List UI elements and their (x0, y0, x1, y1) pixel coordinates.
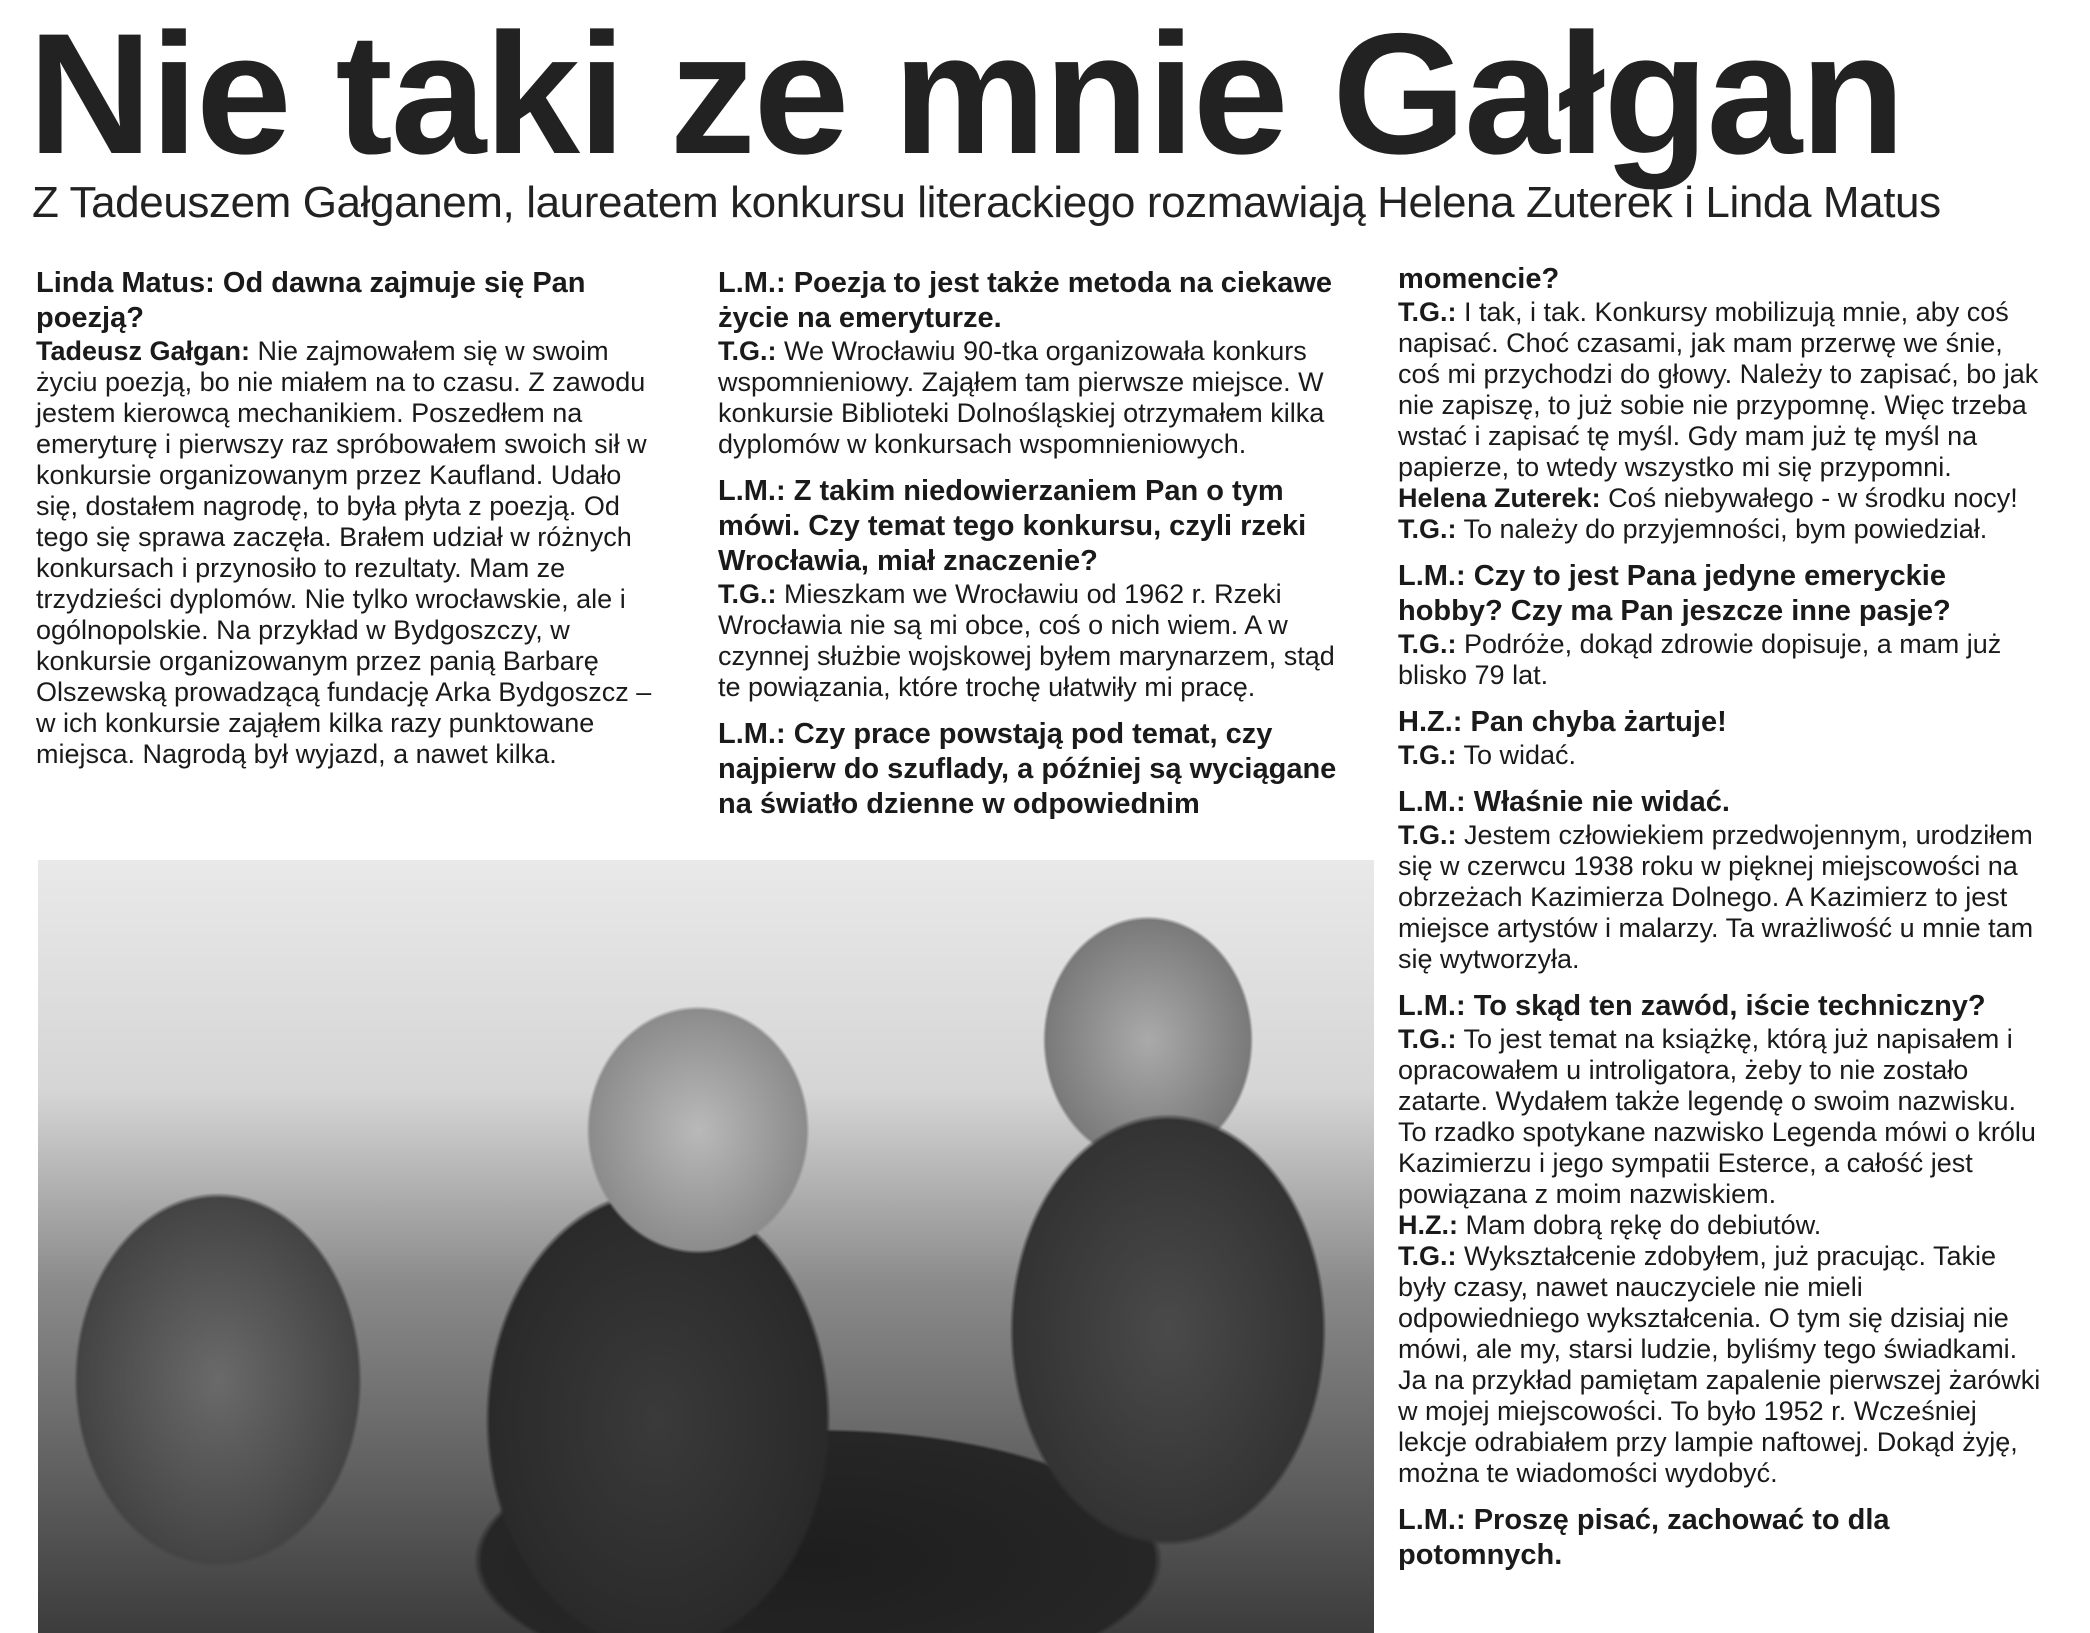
interview-answer (1398, 1241, 2048, 1489)
interview-answer (1398, 483, 2048, 514)
utterance-text: Czy prace powstają pod temat, czy najpierw do szuflady, a później są wyciągane na światło dzienne w odpowiednim (718, 718, 1337, 820)
speaker-name: T.G.: (1398, 1024, 1457, 1054)
interview-question (1398, 705, 2048, 740)
utterance-text: Coś niebywałego - w środku nocy! (1600, 483, 2018, 513)
interview-question (718, 717, 1346, 822)
speaker-name: L.M.: (1398, 560, 1466, 592)
interview-question (1398, 559, 2048, 629)
article-column-1 (36, 266, 658, 770)
interview-question (36, 266, 658, 336)
speaker-name: T.G.: (1398, 820, 1457, 850)
interview-answer (1398, 297, 2048, 483)
speaker-name: Linda Matus: (36, 267, 215, 299)
utterance-text: Poezja to jest także metoda na ciekawe życie na emeryturze. (718, 267, 1333, 334)
interview-answer (718, 579, 1346, 703)
utterance-text: Jestem człowiekiem przedwojennym, urodziłem się w czerwcu 1938 roku w pięknej miejscowości na obrzeżach Kazimierza Dolnego. A Kazimierz to jest miejsce artystów i malarzy. Ta wrażliwość u mnie tam się wytworzyła. (1398, 820, 2034, 974)
speaker-name: H.Z.: (1398, 1210, 1458, 1240)
speaker-name: T.G.: (1398, 297, 1457, 327)
utterance-text: To skąd ten zawód, iście techniczny? (1465, 990, 1986, 1022)
speaker-name: T.G.: (1398, 740, 1457, 770)
speaker-name: Tadeusz Gałgan: (36, 336, 251, 366)
interview-answer (1398, 1024, 2048, 1210)
utterance-text: Podróże, dokąd zdrowie dopisuje, a mam już blisko 79 lat. (1398, 629, 2002, 690)
utterance-text: Właśnie nie widać. (1465, 786, 1730, 818)
interview-answer (1398, 1210, 2048, 1241)
interview-answer (1398, 740, 2048, 771)
interview-photo (38, 860, 1374, 1633)
speaker-name: T.G.: (1398, 629, 1457, 659)
speaker-name: H.Z.: (1398, 706, 1463, 738)
article-column-3 (1398, 262, 2048, 1573)
speaker-name: L.M.: (1398, 786, 1466, 818)
utterance-text: To jest temat na książkę, którą już napisałem i opracowałem u introligatora, żeby to nie zostało zatarte. Wydałem także legendę o swoim nazwisku. To rzadko spotykane nazwisko Legenda mówi o królu Kazimierzu i jego sympatii Esterce, a całość jest powiązana z moim nazwiskiem. (1398, 1024, 2036, 1209)
speaker-name: L.M.: (718, 718, 786, 750)
interview-question (1398, 262, 2048, 297)
utterance-text: To należy do przyjemności, bym powiedział. (1456, 514, 1988, 544)
utterance-text: To widać. (1456, 740, 1577, 770)
interview-answer (1398, 629, 2048, 691)
speaker-name: T.G.: (718, 579, 777, 609)
interview-question (1398, 785, 2048, 820)
utterance-text: Mam dobrą rękę do debiutów. (1458, 1210, 1822, 1240)
article-column-2 (718, 266, 1346, 822)
utterance-text: Proszę pisać, zachować to dla potomnych. (1398, 1504, 1890, 1571)
utterance-text: Nie zajmowałem się w swoim życiu poezją, bo nie miałem na to czasu. Z zawodu jestem kierowcą mechanikiem. Poszedłem na emeryturę i pierwszy raz spróbowałem swoich sił w konkursie organizowanym przez Kaufland. Udało się, dostałem nagrodę, to była płyta z poezją. Od tego się sprawa zaczęła. Brałem udział w różnych konkursach i przynosiło to rezultaty. Mam ze trzydzieści dyplomów. Nie tylko wrocławskie, ale i ogólnopolskie. Na przykład w Bydgoszczy, w konkursie organizowanym przez panią Barbarę Olszewską prowadzącą fundację Arka Bydgoszcz – w ich konkursie zająłem kilka razy punktowane miejsca. Nagrodą był wyjazd, a nawet kilka. (36, 336, 652, 769)
utterance-text: Wykształcenie zdobyłem, już pracując. Takie były czasy, nawet nauczyciele nie mieli odpowiedniego wykształcenia. O tym się dzisiaj nie mówi, ale my, starsi ludzie, byliśmy tego świadkami. Ja na przykład pamiętam zapalenie pierwszej żarówki w mojej miejscowości. To było 1952 r. Wcześniej lekcje odrabiałem przy lampie naftowej. Dokąd żyję, można te wiadomości wydobyć. (1398, 1241, 2041, 1488)
interview-answer (36, 336, 658, 770)
utterance-text: Z takim niedowierzaniem Pan o tym mówi. Czy temat tego konkursu, czyli rzeki Wrocławia, miał znaczenie? (718, 475, 1307, 577)
speaker-name: L.M.: (1398, 1504, 1466, 1536)
speaker-name: L.M.: (718, 475, 786, 507)
utterance-text: We Wrocławiu 90-tka organizowała konkurs wspomnieniowy. Zająłem tam pierwsze miejsce. W konkursie Biblioteki Dolnośląskiej otrzymałem kilka dyplomów w konkursach wspomnieniowych. (718, 336, 1325, 459)
speaker-name: L.M.: (1398, 990, 1466, 1022)
utterance-text: Od dawna zajmuje się Pan poezją? (36, 267, 586, 334)
speaker-name: L.M.: (718, 267, 786, 299)
interview-answer (718, 336, 1346, 460)
interview-answer (1398, 820, 2048, 975)
interview-question (1398, 989, 2048, 1024)
speaker-name: Helena Zuterek: (1398, 483, 1601, 513)
interview-question (1398, 1503, 2048, 1573)
interview-question (718, 266, 1346, 336)
speaker-name: T.G.: (718, 336, 777, 366)
utterance-text: I tak, i tak. Konkursy mobilizują mnie, aby coś napisać. Choć czasami, jak mam przerwę we śnie, coś mi przychodzi do głowy. Należy to zapisać, bo jak nie zapiszę, to już sobie nie przypomnę. Więc trzeba wstać i zapisać tę myśl. Gdy mam już tę myśl na papierze, to wtedy wszystko mi się przypomni. (1398, 297, 2039, 482)
speaker-name: T.G.: (1398, 514, 1457, 544)
utterance-text: momencie? (1398, 263, 1560, 295)
interview-answer (1398, 514, 2048, 545)
utterance-text: Mieszkam we Wrocławiu od 1962 r. Rzeki Wrocławia nie są mi obce, coś o nich wiem. A w czynnej służbie wojskowej byłem marynarzem, stąd te powiązania, które trochę ułatwiły mi pracę. (718, 579, 1335, 702)
headline: Nie taki ze mnie Gałgan (28, 0, 1904, 190)
interview-question (718, 474, 1346, 579)
utterance-text: Pan chyba żartuje! (1462, 706, 1727, 738)
subtitle: Z Tadeuszem Gałganem, laureatem konkursu literackiego rozmawiają Helena Zuterek i Linda Matus (32, 178, 1941, 227)
utterance-text: Czy to jest Pana jedyne emeryckie hobby? Czy ma Pan jeszcze inne pasje? (1398, 560, 1951, 627)
speaker-name: T.G.: (1398, 1241, 1457, 1271)
